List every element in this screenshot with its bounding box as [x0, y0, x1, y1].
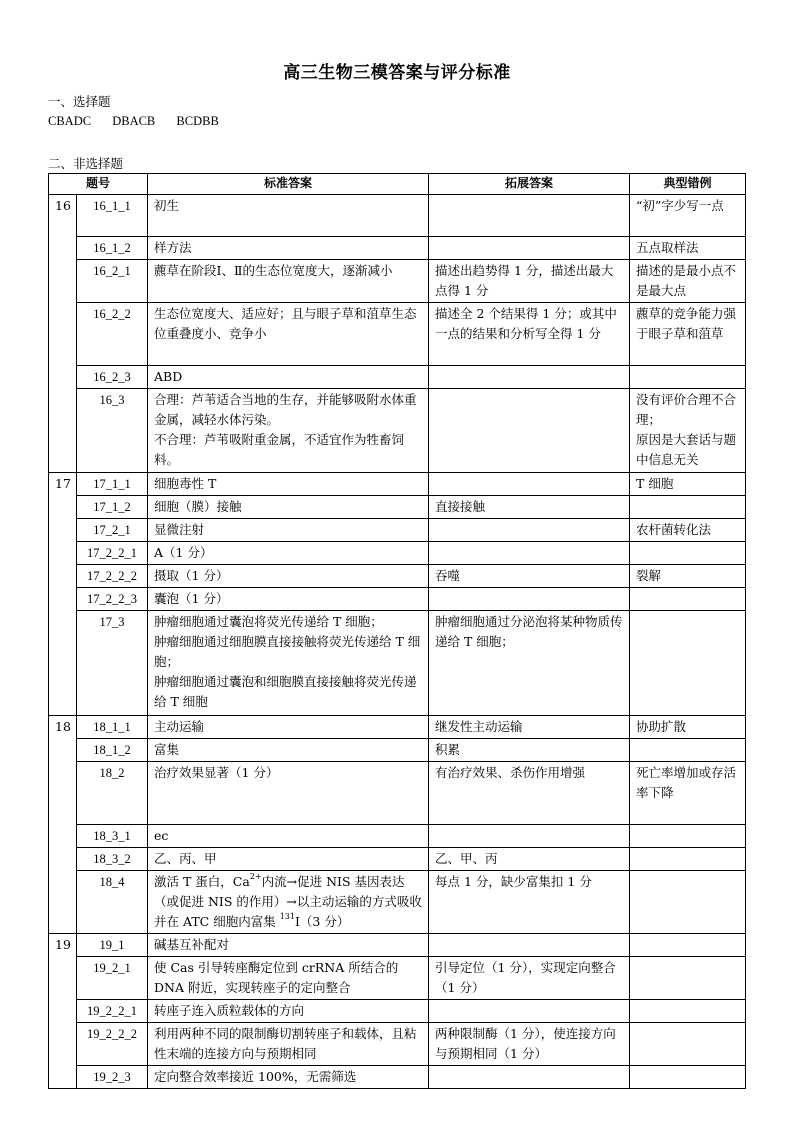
standard-answer-cell: 生态位宽度大、适应好；且与眼子草和菹草生态位重叠度小、竞争小: [148, 303, 429, 366]
page-title: 高三生物三模答案与评分标准: [283, 63, 511, 83]
extended-answer-cell: [429, 519, 630, 542]
extended-answer-cell: [429, 195, 630, 237]
sub-question-id: 16_1_1: [77, 195, 148, 237]
sub-question-id: 16_2_1: [77, 260, 148, 303]
standard-answer-cell: 囊泡（1 分）: [148, 588, 429, 611]
table-row: [49, 565, 746, 588]
standard-answer-cell: 使 Cas 引导转座酶定位到 crRNA 所结合的 DNA 附近，实现转座子的定向整合: [148, 957, 429, 1000]
sub-question-id: 16_3: [77, 389, 148, 473]
sub-question-id: 19_2_2_1: [77, 1000, 148, 1023]
table-row: [49, 871, 746, 934]
typical-error-cell: [630, 739, 746, 762]
sub-question-id: 18_4: [77, 871, 148, 934]
extended-answer-cell: [429, 1000, 630, 1023]
typical-error-cell: “初”字少写一点: [630, 195, 746, 237]
table-row: [49, 260, 746, 303]
section-choice-heading: 一、选择题: [48, 94, 111, 109]
table-row: [49, 957, 746, 1000]
standard-answer-cell: 治疗效果显著（1 分）: [148, 762, 429, 825]
sub-question-id: 16_2_3: [77, 366, 148, 389]
typical-error-cell: 没有评价合理不合理； 原因是大套话与题中信息无关: [630, 389, 746, 473]
table-row: [49, 542, 746, 565]
answer-text-part: 内流→促进 NIS 基因表达（或促进 NIS 的作用）→以主动运输的方式吸收并在 ATC 细胞内富集: [154, 874, 422, 929]
sub-question-id: 18_3_1: [77, 825, 148, 848]
sub-question-id: 19_2_1: [77, 957, 148, 1000]
table-row: [49, 934, 746, 957]
extended-answer-cell: [429, 588, 630, 611]
typical-error-cell: T 细胞: [630, 473, 746, 496]
header-extended-answer: 拓展答案: [429, 174, 630, 195]
extended-answer-cell: [429, 542, 630, 565]
table-row: [49, 237, 746, 260]
extended-answer-cell: 直接接触: [429, 496, 630, 519]
table-row: [49, 825, 746, 848]
table-row: [49, 762, 746, 825]
typical-error-cell: [630, 588, 746, 611]
typical-error-cell: 描述的是最小点不是最大点: [630, 260, 746, 303]
table-row: [49, 473, 746, 496]
extended-answer-cell: 引导定位（1 分），实现定向整合（1 分）: [429, 957, 630, 1000]
typical-error-cell: [630, 366, 746, 389]
extended-answer-cell: [429, 934, 630, 957]
typical-error-cell: [630, 825, 746, 848]
typical-error-cell: [630, 1023, 746, 1066]
standard-answer-cell: 富集: [148, 739, 429, 762]
question-group-number: 18: [49, 716, 77, 934]
table-row: [49, 519, 746, 542]
extended-answer-cell: 两种限制酶（1 分），使连接方向与预期相同（1 分）: [429, 1023, 630, 1066]
table-row: [49, 739, 746, 762]
answer-text-part: I（3 分）: [294, 914, 350, 929]
extended-answer-cell: 描述出趋势得 1 分，描述出最大点得 1 分: [429, 260, 630, 303]
superscript-text: 2+: [249, 872, 262, 881]
table-row: [49, 588, 746, 611]
table-row: [49, 496, 746, 519]
choice-answer-group: BCDBB: [176, 114, 219, 128]
sub-question-id: 17_2_2_2: [77, 565, 148, 588]
typical-error-cell: 藨草的竞争能力强于眼子草和菹草: [630, 303, 746, 366]
typical-error-cell: [630, 1000, 746, 1023]
superscript-text: 131: [279, 912, 295, 921]
standard-answer-cell: 肿瘤细胞通过囊泡将荧光传递给 T 细胞； 肿瘤细胞通过细胞膜直接接触将荧光传递给 T 细胞； 肿瘤细胞通过囊泡和细胞膜直接接触将荧光传递给 T 细胞: [148, 611, 429, 716]
standard-answer-cell: 利用两种不同的限制酶切割转座子和载体，且粘性末端的连接方向与预期相同: [148, 1023, 429, 1066]
extended-answer-cell: [429, 473, 630, 496]
standard-answer-cell: 细胞毒性 T: [148, 473, 429, 496]
sub-question-id: 17_2_2_3: [77, 588, 148, 611]
typical-error-cell: [630, 611, 746, 716]
sub-question-id: 17_3: [77, 611, 148, 716]
sub-question-id: 18_1_2: [77, 739, 148, 762]
question-group-number: 19: [49, 934, 77, 1089]
typical-error-cell: 裂解: [630, 565, 746, 588]
table-row: [49, 303, 746, 366]
sub-question-id: 16_1_2: [77, 237, 148, 260]
typical-error-cell: [630, 957, 746, 1000]
table-row: [49, 611, 746, 716]
standard-answer-cell: 定向整合效率接近 100%，无需筛选: [148, 1066, 429, 1089]
answer-text-part: 激活 T 蛋白，Ca: [154, 874, 250, 889]
typical-error-cell: [630, 934, 746, 957]
sub-question-id: 19_2_2_2: [77, 1023, 148, 1066]
extended-answer-cell: [429, 1066, 630, 1089]
standard-answer-cell: 合理：芦苇适合当地的生存，并能够吸附水体重金属，减轻水体污染。 不合理：芦苇吸附重金属，不适宜作为牲畜饲料。: [148, 389, 429, 473]
extended-answer-cell: [429, 825, 630, 848]
sub-question-id: 18_2: [77, 762, 148, 825]
typical-error-cell: 协助扩散: [630, 716, 746, 739]
standard-answer-cell: 藨草在阶段Ⅰ、Ⅱ的生态位宽度大，逐渐减小: [148, 260, 429, 303]
typical-error-cell: [630, 1066, 746, 1089]
table-row: [49, 1023, 746, 1066]
sub-question-id: 17_1_1: [77, 473, 148, 496]
extended-answer-cell: [429, 389, 630, 473]
extended-answer-cell: [429, 366, 630, 389]
standard-answer-cell: 摄取（1 分）: [148, 565, 429, 588]
standard-answer-cell: 初生: [148, 195, 429, 237]
extended-answer-cell: 肿瘤细胞通过分泌泡将某种物质传递给 T 细胞；: [429, 611, 630, 716]
sub-question-id: 16_2_2: [77, 303, 148, 366]
table-row: [49, 195, 746, 237]
choice-answer-group: DBACB: [112, 114, 156, 128]
sub-question-id: 17_2_1: [77, 519, 148, 542]
standard-answer-cell: 样方法: [148, 237, 429, 260]
typical-error-cell: 五点取样法: [630, 237, 746, 260]
answer-table: [48, 173, 746, 1089]
typical-error-cell: [630, 542, 746, 565]
typical-error-cell: 农杆菌转化法: [630, 519, 746, 542]
header-question-number: 题号: [49, 174, 148, 195]
header-typical-errors: 典型错例: [630, 174, 746, 195]
sub-question-id: 17_1_2: [77, 496, 148, 519]
extended-answer-cell: 继发性主动运输: [429, 716, 630, 739]
header-standard-answer: 标准答案: [148, 174, 429, 195]
choice-answer-group: CBADC: [48, 114, 92, 128]
extended-answer-cell: 有治疗效果、杀伤作用增强: [429, 762, 630, 825]
table-row: [49, 716, 746, 739]
sub-question-id: 19_2_3: [77, 1066, 148, 1089]
sub-question-id: 18_1_1: [77, 716, 148, 739]
standard-answer-cell: 乙、丙、甲: [148, 848, 429, 871]
sub-question-id: 17_2_2_1: [77, 542, 148, 565]
choice-answers: [48, 114, 237, 129]
standard-answer-cell: 转座子连入质粒载体的方向: [148, 1000, 429, 1023]
extended-answer-cell: [429, 237, 630, 260]
extended-answer-cell: 乙、甲、丙: [429, 848, 630, 871]
extended-answer-cell: 每点 1 分，缺少富集扣 1 分: [429, 871, 630, 934]
extended-answer-cell: 描述全 2 个结果得 1 分；或其中一点的结果和分析写全得 1 分: [429, 303, 630, 366]
typical-error-cell: [630, 496, 746, 519]
standard-answer-cell: 显微注射: [148, 519, 429, 542]
question-group-number: 16: [49, 195, 77, 473]
typical-error-cell: 死亡率增加或存活率下降: [630, 762, 746, 825]
table-header-row: [49, 174, 746, 195]
table-row: [49, 848, 746, 871]
table-row: [49, 1000, 746, 1023]
extended-answer-cell: 积累: [429, 739, 630, 762]
typical-error-cell: [630, 871, 746, 934]
standard-answer-cell: 碱基互补配对: [148, 934, 429, 957]
standard-answer-cell: ABD: [148, 366, 429, 389]
table-row: [49, 389, 746, 473]
extended-answer-cell: 吞噬: [429, 565, 630, 588]
sub-question-id: 19_1: [77, 934, 148, 957]
question-group-number: 17: [49, 473, 77, 716]
typical-error-cell: [630, 848, 746, 871]
sub-question-id: 18_3_2: [77, 848, 148, 871]
section-nonchoice-heading: 二、非选择题: [48, 156, 124, 171]
standard-answer-cell: 主动运输: [148, 716, 429, 739]
table-row: [49, 1066, 746, 1089]
standard-answer-cell: [148, 871, 429, 934]
standard-answer-cell: A（1 分）: [148, 542, 429, 565]
table-row: [49, 366, 746, 389]
standard-answer-cell: 细胞（膜）接触: [148, 496, 429, 519]
standard-answer-cell: ec: [148, 825, 429, 848]
